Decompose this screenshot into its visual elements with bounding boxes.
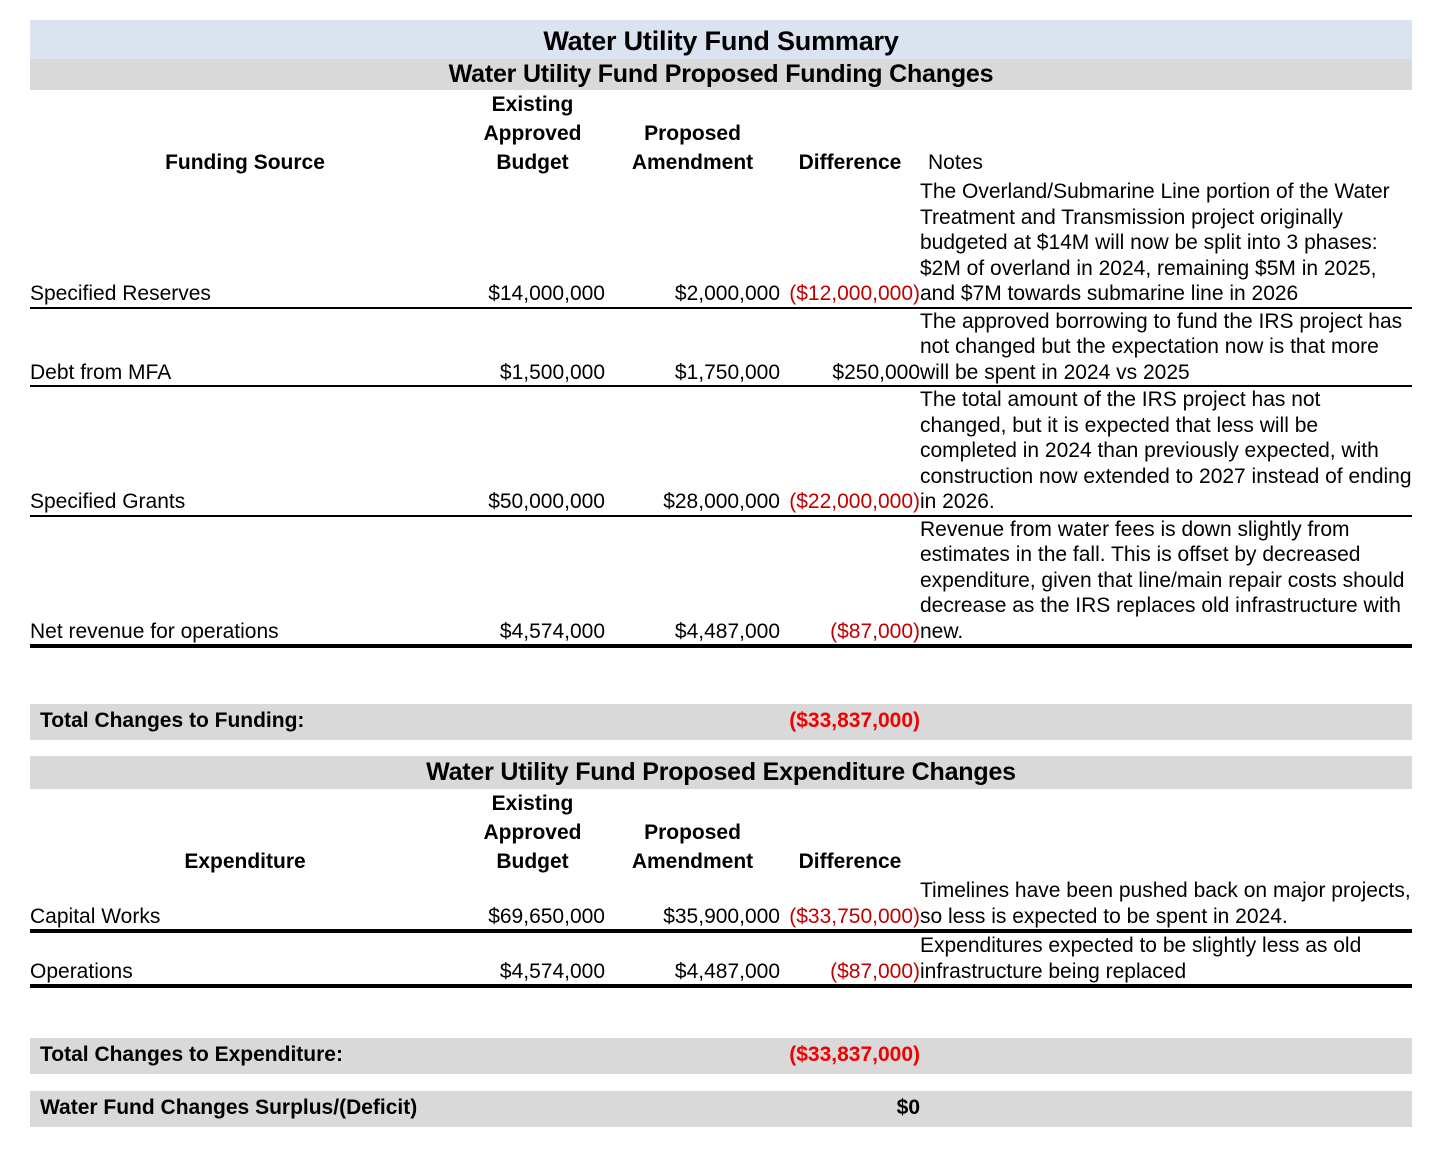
existing-line-1: Existing xyxy=(491,792,574,815)
funding-section-heading: Water Utility Fund Proposed Funding Changes xyxy=(30,59,1412,90)
expenditure-row-proposed: $35,900,000 xyxy=(605,878,780,931)
funding-row-existing: $50,000,000 xyxy=(460,386,605,516)
funding-col-header-notes: Notes xyxy=(928,151,983,174)
expenditure-section-heading: Water Utility Fund Proposed Expenditure Changes xyxy=(30,756,1412,789)
funding-row-label: Debt from MFA xyxy=(30,308,460,387)
expenditure-total-value: ($33,837,000) xyxy=(789,1043,920,1066)
table-row xyxy=(30,308,1412,387)
expenditure-row-notes: Timelines have been pushed back on major projects, so less is expected to be spent in 2024. xyxy=(920,878,1412,931)
proposed-line-2: Amendment xyxy=(631,151,754,174)
expenditure-table-header-row xyxy=(30,789,1412,878)
expenditure-row-label: Operations xyxy=(30,931,460,986)
funding-col-header-label: Funding Source xyxy=(165,151,325,174)
funding-col-header-difference: Difference xyxy=(798,151,902,174)
expenditure-table xyxy=(30,789,1412,988)
existing-line-3: Budget xyxy=(496,151,569,174)
proposed-line-1: Proposed xyxy=(644,122,741,145)
funding-row-notes: The total amount of the IRS project has not changed, but it is expected that less will be completed in 2024 than previously expected, with construction now extended to 2027 instead of ending in 2026. xyxy=(920,386,1412,516)
existing-line-2: Approved xyxy=(483,821,582,844)
table-row xyxy=(30,179,1412,308)
funding-col-header-proposed xyxy=(605,90,780,179)
expenditure-col-header-difference: Difference xyxy=(798,850,902,873)
funding-table-header-row xyxy=(30,90,1412,179)
funding-row-notes: The Overland/Submarine Line portion of the Water Treatment and Transmission project originally budgeted at $14M will now be split into 3 phases: $2M of overland in 2024, remaining $5M in 2025, and $7M towards submarine line in 2026 xyxy=(920,179,1412,308)
expenditure-col-header-notes xyxy=(920,789,1412,878)
existing-line-2: Approved xyxy=(483,122,582,145)
expenditure-total-row xyxy=(30,1038,1412,1074)
funding-row-existing: $1,500,000 xyxy=(460,308,605,387)
funding-table xyxy=(30,90,1412,648)
proposed-line-1: Proposed xyxy=(644,821,741,844)
funding-total-value: ($33,837,000) xyxy=(789,709,920,732)
funding-row-proposed: $2,000,000 xyxy=(605,179,780,308)
net-result-value: $0 xyxy=(896,1096,920,1119)
expenditure-row-proposed: $4,487,000 xyxy=(605,931,780,986)
funding-total-row xyxy=(30,704,1412,740)
page-title: Water Utility Fund Summary xyxy=(30,20,1412,59)
expenditure-col-header-proposed xyxy=(605,789,780,878)
net-result-label: Water Fund Changes Surplus/(Deficit) xyxy=(40,1096,418,1119)
funding-row-existing: $14,000,000 xyxy=(460,179,605,308)
expenditure-row-existing: $4,574,000 xyxy=(460,931,605,986)
funding-row-difference: ($87,000) xyxy=(780,516,920,647)
table-row xyxy=(30,931,1412,986)
funding-row-notes: The approved borrowing to fund the IRS project has not changed but the expectation now is that more will be spent in 2024 vs 2025 xyxy=(920,308,1412,387)
table-row xyxy=(30,516,1412,647)
proposed-line-2: Amendment xyxy=(631,850,754,873)
table-row xyxy=(30,878,1412,931)
funding-row-existing: $4,574,000 xyxy=(460,516,605,647)
funding-row-difference: ($22,000,000) xyxy=(780,386,920,516)
expenditure-row-notes: Expenditures expected to be slightly less as old infrastructure being replaced xyxy=(920,931,1412,986)
expenditure-row-difference: ($33,750,000) xyxy=(780,878,920,931)
existing-line-3: Budget xyxy=(496,850,569,873)
table-row xyxy=(30,386,1412,516)
funding-row-difference: $250,000 xyxy=(780,308,920,387)
funding-row-proposed: $1,750,000 xyxy=(605,308,780,387)
funding-row-proposed: $28,000,000 xyxy=(605,386,780,516)
expenditure-col-header-label: Expenditure xyxy=(184,850,306,873)
funding-row-label: Net revenue for operations xyxy=(30,516,460,647)
expenditure-row-difference: ($87,000) xyxy=(780,931,920,986)
funding-row-label: Specified Reserves xyxy=(30,179,460,308)
expenditure-row-existing: $69,650,000 xyxy=(460,878,605,931)
funding-row-label: Specified Grants xyxy=(30,386,460,516)
funding-row-proposed: $4,487,000 xyxy=(605,516,780,647)
funding-row-difference: ($12,000,000) xyxy=(780,179,920,308)
funding-row-notes: Revenue from water fees is down slightly from estimates in the fall. This is offset by decreased expenditure, given that line/main repair costs should decrease as the IRS replaces old infrastructure with new. xyxy=(920,516,1412,647)
expenditure-total-label: Total Changes to Expenditure: xyxy=(40,1043,343,1066)
funding-col-header-existing xyxy=(460,90,605,179)
funding-total-label: Total Changes to Funding: xyxy=(40,709,305,732)
expenditure-col-header-existing xyxy=(460,789,605,878)
existing-line-1: Existing xyxy=(491,93,574,116)
net-result-row xyxy=(30,1091,1412,1127)
expenditure-row-label: Capital Works xyxy=(30,878,460,931)
